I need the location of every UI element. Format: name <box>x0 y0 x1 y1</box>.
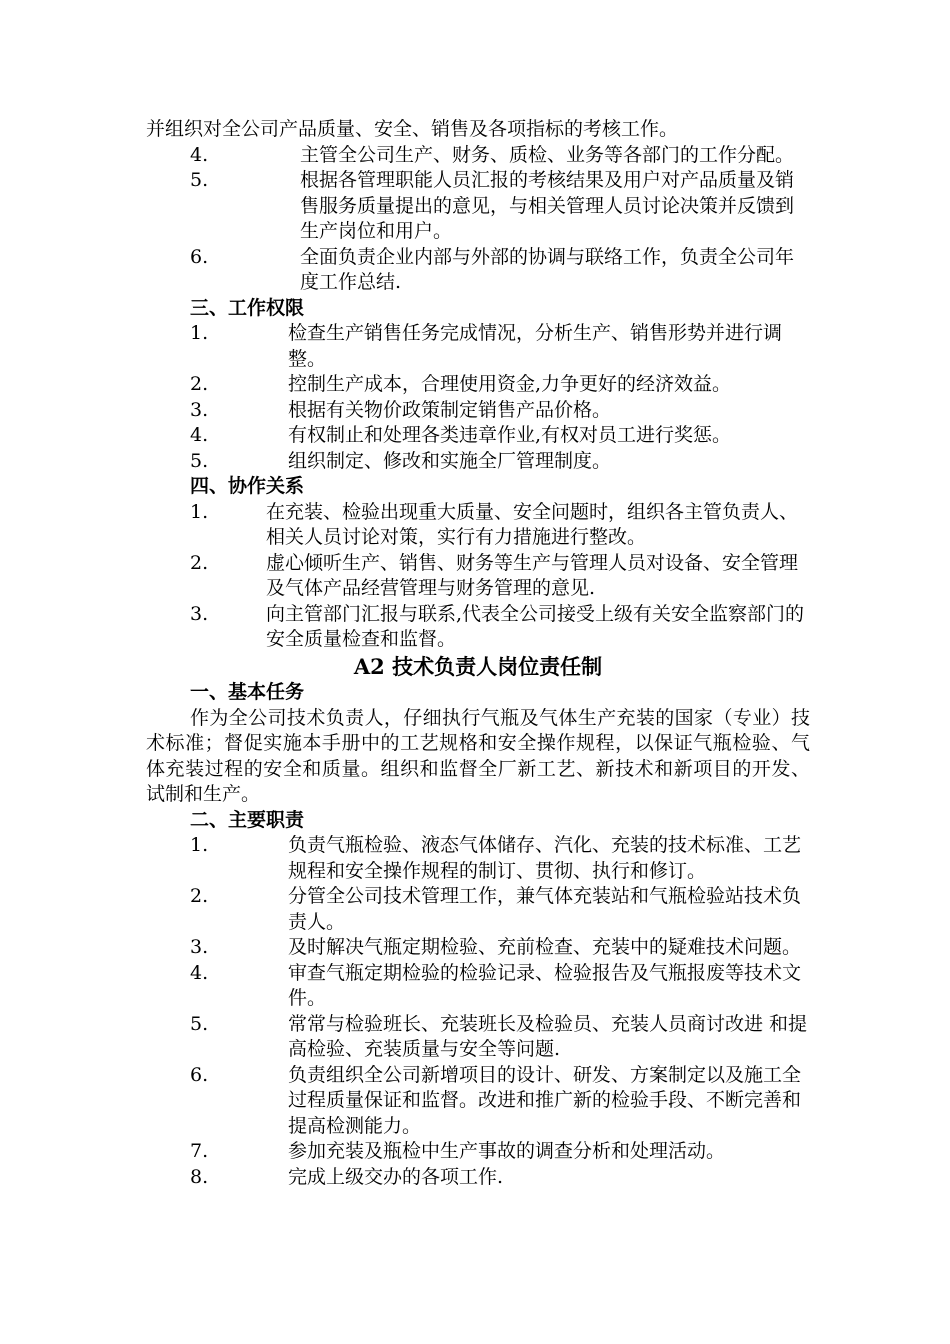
item-number: 2. <box>190 373 209 395</box>
section-heading-cooperation: 四、协作关系 <box>190 475 305 497</box>
item-number: 1. <box>190 834 209 856</box>
list-item <box>146 1063 810 1140</box>
item-number: 8. <box>190 1165 209 1188</box>
item-text: 主管全公司生产、财务、质检、业务等各部门的工作分配。 <box>300 143 795 166</box>
item-number: 1. <box>190 500 209 523</box>
list-item <box>146 1012 810 1063</box>
item-text: 常常与检验班长、充装班长及检验员、充装人员商讨改进 和提高检验、充装质量与安全等问题. <box>288 1012 808 1060</box>
list-item <box>146 602 810 653</box>
item-text: 组织制定、修改和实施全厂管理制度。 <box>288 449 612 472</box>
list-item <box>146 1165 810 1191</box>
list-item <box>146 1139 810 1165</box>
item-number: 3. <box>190 936 209 958</box>
item-text: 检查生产销售任务完成情况，分析生产、销售形势并进行调整。 <box>288 322 783 370</box>
section-heading-permissions: 三、工作权限 <box>190 296 305 319</box>
document-title: A2 技术负责人岗位责任制 <box>353 653 603 679</box>
list-item <box>146 833 810 884</box>
item-number: 6. <box>190 245 209 268</box>
item-number: 3. <box>190 398 209 421</box>
list-item <box>146 961 810 1012</box>
item-text: 有权制止和处理各类违章作业,有权对员工进行奖惩。 <box>288 424 732 446</box>
item-number: 3. <box>190 602 209 625</box>
item-text: 向主管部门汇报与联系,代表全公司接受上级有关安全监察部门的安全质量检查和监督。 <box>266 602 805 650</box>
list-item <box>146 884 810 935</box>
document-body <box>146 117 810 1190</box>
item-number: 7. <box>190 1140 209 1162</box>
item-text: 根据有关物价政策制定销售产品价格。 <box>288 398 612 421</box>
item-text: 审查气瓶定期检验的检验记录、检验报告及气瓶报废等技术文件。 <box>288 961 802 1009</box>
list-item <box>146 449 810 475</box>
section-heading-basic-tasks: 一、基本任务 <box>190 681 305 703</box>
item-number: 5. <box>190 449 209 472</box>
intro-line: 并组织对全公司产品质量、安全、销售及各项指标的考核工作。 <box>146 118 679 140</box>
item-text: 控制生产成本，合理使用资金,力争更好的经济效益。 <box>288 373 732 395</box>
basic-task-paragraph: 作为全公司技术负责人，仔细执行气瓶及气体生产充装的国家（专业）技术标准；督促实施本手册中的工艺规格和安全操作规程，以保证气瓶检验、气体充装过程的安全和质量。组织和监督全厂新工艺、新技术和新项目的开发、试制和生产。 <box>146 706 810 805</box>
item-text: 全面负责企业内部与外部的协调与联络工作，负责全公司年度工作总结. <box>300 245 795 293</box>
item-text: 分管全公司技术管理工作，兼气体充装站和气瓶检验站技术负责人。 <box>288 885 802 933</box>
item-text: 完成上级交办的各项工作. <box>288 1165 504 1188</box>
list-item <box>146 935 810 961</box>
item-number: 5. <box>190 169 209 191</box>
item-number: 4. <box>190 424 209 446</box>
item-number: 4. <box>190 143 209 166</box>
item-text: 负责气瓶检验、液态气体储存、汽化、充装的技术标准、工艺规程和安全操作规程的制订、贯彻、执行和修订。 <box>288 834 802 882</box>
item-number: 4. <box>190 961 209 984</box>
list-item <box>146 398 810 424</box>
item-number: 5. <box>190 1012 209 1035</box>
item-number: 1. <box>190 322 209 344</box>
list-item <box>146 423 810 449</box>
list-item <box>146 372 810 398</box>
item-number: 2. <box>190 551 209 574</box>
list-item <box>146 551 810 602</box>
item-text: 虚心倾听生产、销售、财务等生产与管理人员对设备、安全管理及气体产品经营管理与财务管理的意见. <box>266 551 799 599</box>
list-item <box>146 500 810 551</box>
item-text: 及时解决气瓶定期检验、充前检查、充装中的疑难技术问题。 <box>288 936 802 958</box>
item-text: 负责组织全公司新增项目的设计、研发、方案制定以及施工全过程质量保证和监督。改进和推广新的检验手段、不断完善和提高检测能力。 <box>288 1063 802 1137</box>
list-item <box>146 168 810 245</box>
item-text: 参加充装及瓶检中生产事故的调查分析和处理活动。 <box>288 1140 726 1162</box>
section-heading-main-duties: 二、主要职责 <box>190 808 305 831</box>
item-text: 根据各管理职能人员汇报的考核结果及用户对产品质量及销售服务质量提出的意见，与相关管理人员讨论决策并反馈到生产岗位和用户。 <box>300 169 795 242</box>
list-item <box>146 321 810 372</box>
item-number: 2. <box>190 885 209 907</box>
item-text: 在充装、检验出现重大质量、安全问题时，组织各主管负责人、相关人员讨论对策，实行有力措施进行整改。 <box>266 500 799 548</box>
list-item <box>146 143 810 169</box>
item-number: 6. <box>190 1063 209 1086</box>
list-item <box>146 245 810 296</box>
